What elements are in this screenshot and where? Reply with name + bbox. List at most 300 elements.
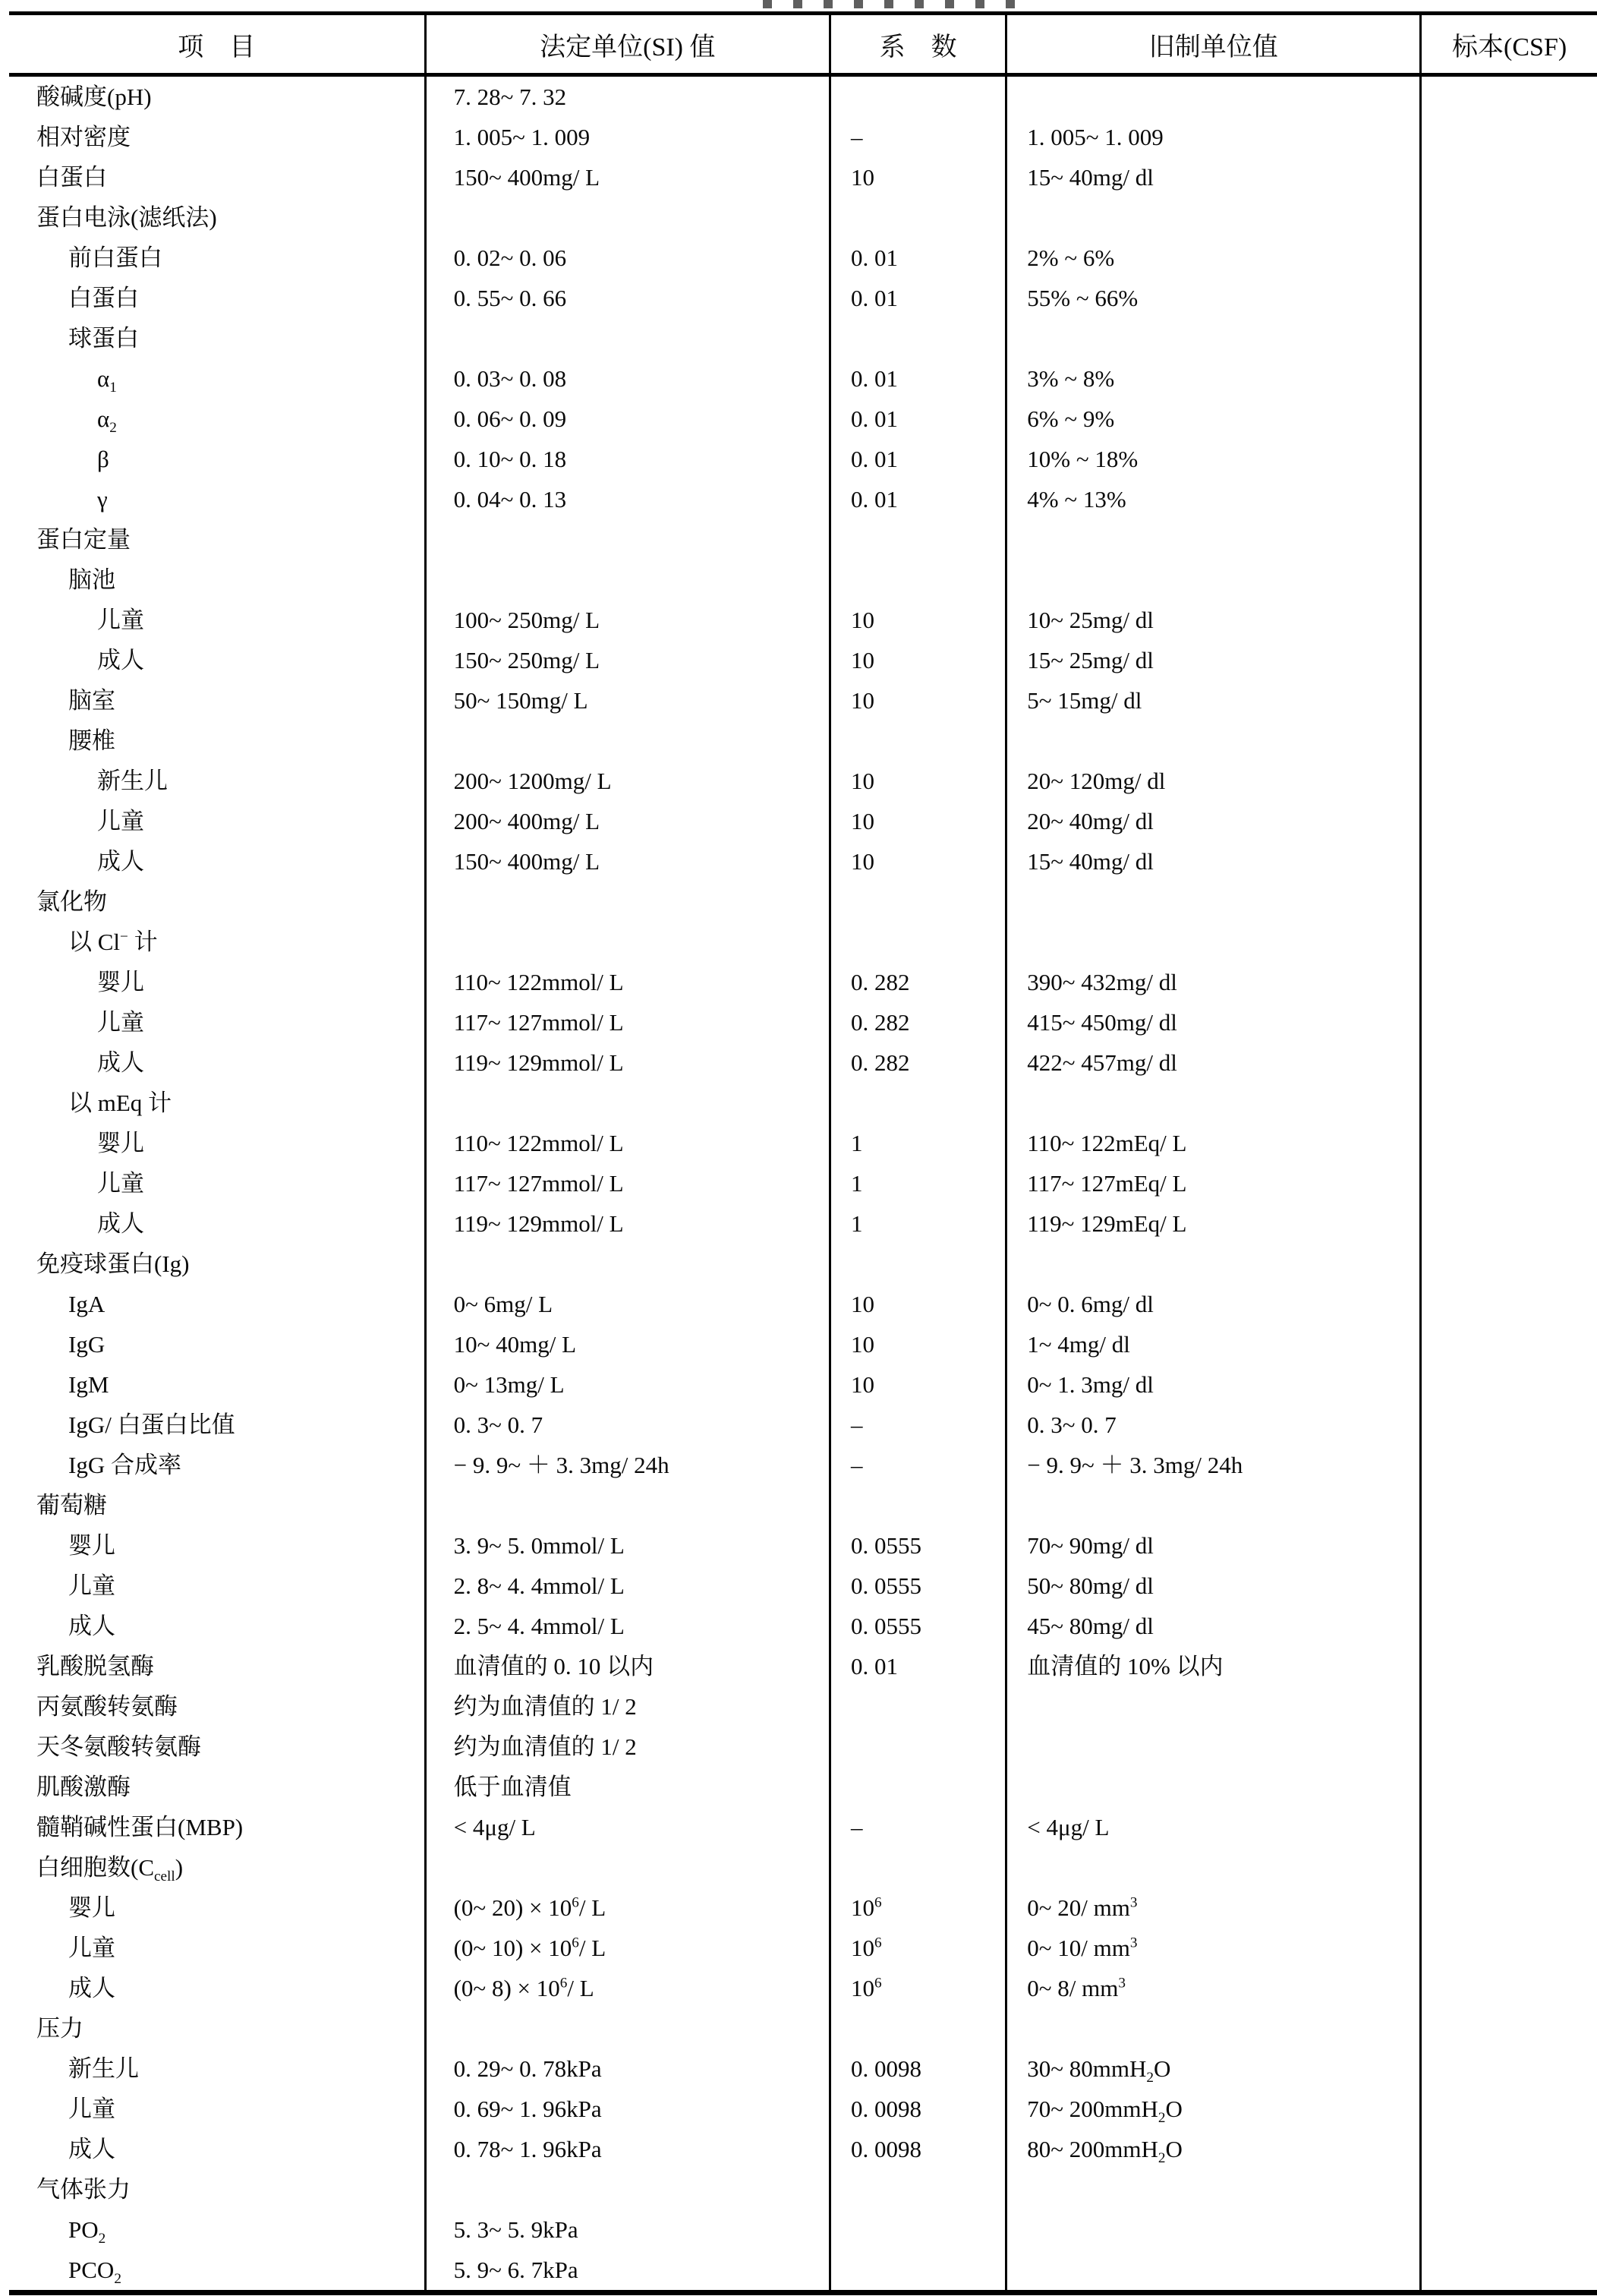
item-cell: $\alpha_2$: [97, 405, 117, 437]
table-row: [9, 962, 1597, 1002]
old-unit-value-cell: 30~ 80mmH$_2$O: [1006, 2048, 1421, 2089]
si-value-cell: 50~ 150mg/ L: [425, 680, 830, 721]
specimen-cell: [1421, 157, 1597, 197]
specimen-cell: [1421, 1083, 1597, 1123]
old-unit-value-cell: [1006, 1083, 1421, 1123]
old-unit-value-cell: [1006, 721, 1421, 761]
specimen-cell: [1421, 238, 1597, 278]
coefficient-cell: [830, 1083, 1006, 1123]
table-row: [9, 238, 1597, 278]
item-cell: $PCO_2$: [68, 2257, 121, 2288]
table-row: [9, 1123, 1597, 1163]
old-unit-value-cell: 0~ 1. 3mg/ dl: [1006, 1364, 1421, 1405]
coefficient-cell: [830, 1767, 1006, 1807]
old-unit-value-cell: [1006, 2169, 1421, 2209]
item-cell: 气体张力: [36, 2176, 131, 2203]
si-value-cell: 200~ 400mg/ L: [425, 801, 830, 841]
table-row: [9, 1686, 1597, 1727]
item-cell: 脑池: [68, 566, 115, 593]
si-value-cell: 低于血清值: [425, 1767, 830, 1807]
item-cell: 新生儿: [68, 2055, 139, 2082]
si-value-cell: 0. 02~ 0. 06: [425, 238, 830, 278]
coefficient-cell: 10: [830, 640, 1006, 680]
item-cell: 腰椎: [68, 727, 115, 754]
table-row: [9, 640, 1597, 680]
table-row: [9, 1042, 1597, 1083]
table-row: [9, 1968, 1597, 2008]
si-value-cell: [425, 721, 830, 761]
si-value-cell: [425, 560, 830, 600]
item-cell: 葡萄糖: [36, 1492, 107, 1519]
table-row: [9, 157, 1597, 197]
si-value-cell: 0. 69~ 1. 96kPa: [425, 2089, 830, 2129]
old-unit-value-cell: 15~ 40mg/ dl: [1006, 157, 1421, 197]
coefficient-cell: [830, 75, 1006, 118]
specimen-cell: [1421, 1646, 1597, 1686]
coefficient-cell: $10^6$: [830, 1928, 1006, 1968]
coefficient-cell: 0. 0098: [830, 2129, 1006, 2169]
item-cell: 以 mEq 计: [68, 1090, 172, 1116]
specimen-cell: [1421, 1324, 1597, 1364]
item-cell: 相对密度: [36, 124, 131, 150]
si-value-cell: 1. 005~ 1. 009: [425, 117, 830, 157]
old-unit-value-cell: [1006, 1847, 1421, 1888]
column-header-specimen-csf: 标本(CSF): [1421, 14, 1597, 75]
old-unit-value-cell: 50~ 80mg/ dl: [1006, 1566, 1421, 1606]
si-value-cell: < 4μg/ L: [425, 1807, 830, 1847]
specimen-cell: [1421, 1566, 1597, 1606]
coefficient-cell: 0. 282: [830, 962, 1006, 1002]
coefficient-cell: [830, 1244, 1006, 1284]
item-cell: 以 Cl− 计: [68, 929, 158, 955]
si-value-cell: [425, 519, 830, 560]
table-row: [9, 479, 1597, 519]
table-row: [9, 358, 1597, 399]
specimen-cell: [1421, 1727, 1597, 1767]
si-value-cell: 0. 04~ 0. 13: [425, 479, 830, 519]
table-row: [9, 600, 1597, 640]
table-row: [9, 2129, 1597, 2169]
item-cell: 成人: [68, 2136, 115, 2162]
old-unit-value-cell: 415~ 450mg/ dl: [1006, 1002, 1421, 1042]
si-value-cell: 0~ 13mg/ L: [425, 1364, 830, 1405]
csf-lab-values-table-wrap: [9, 11, 1597, 2295]
old-unit-value-cell: [1006, 560, 1421, 600]
old-unit-value-cell: [1006, 1767, 1421, 1807]
old-unit-value-cell: 117~ 127mEq/ L: [1006, 1163, 1421, 1203]
specimen-cell: [1421, 399, 1597, 439]
old-unit-value-cell: 3% ~ 8%: [1006, 358, 1421, 399]
old-unit-value-cell: 2% ~ 6%: [1006, 238, 1421, 278]
specimen-cell: [1421, 197, 1597, 238]
item-cell: 脑室: [68, 687, 115, 714]
old-unit-value-cell: 6% ~ 9%: [1006, 399, 1421, 439]
old-unit-value-cell: 15~ 40mg/ dl: [1006, 841, 1421, 882]
coefficient-cell: 0. 0098: [830, 2048, 1006, 2089]
table-row: [9, 1364, 1597, 1405]
specimen-cell: [1421, 922, 1597, 962]
table-row: [9, 1485, 1597, 1525]
specimen-cell: [1421, 1767, 1597, 1807]
si-value-cell: [425, 882, 830, 922]
si-value-cell: 110~ 122mmol/ L: [425, 962, 830, 1002]
specimen-cell: [1421, 1203, 1597, 1244]
old-unit-value-cell: [1006, 318, 1421, 358]
si-value-cell: [425, 1244, 830, 1284]
coefficient-cell: –: [830, 117, 1006, 157]
table-row: [9, 117, 1597, 157]
old-unit-value-cell: 1~ 4mg/ dl: [1006, 1324, 1421, 1364]
coefficient-cell: [830, 318, 1006, 358]
coefficient-cell: [830, 560, 1006, 600]
item-cell: 髓鞘碱性蛋白(MBP): [36, 1814, 244, 1840]
table-row: [9, 761, 1597, 801]
table-row: [9, 2048, 1597, 2089]
coefficient-cell: 1: [830, 1163, 1006, 1203]
table-row: [9, 1767, 1597, 1807]
coefficient-cell: –: [830, 1405, 1006, 1445]
item-cell: 成人: [68, 1613, 115, 1639]
si-value-cell: − 9. 9~ ＋ 3. 3mg/ 24h: [425, 1445, 830, 1485]
item-cell: 婴儿: [97, 969, 144, 995]
old-unit-value-cell: 5~ 15mg/ dl: [1006, 680, 1421, 721]
specimen-cell: [1421, 1284, 1597, 1324]
specimen-cell: [1421, 318, 1597, 358]
item-cell: 婴儿: [97, 1130, 144, 1156]
table-row: [9, 721, 1597, 761]
table-row: [9, 2250, 1597, 2293]
table-row: [9, 1002, 1597, 1042]
table-row: [9, 2089, 1597, 2129]
coefficient-cell: [830, 721, 1006, 761]
specimen-cell: [1421, 1888, 1597, 1928]
item-cell: $PO_2$: [68, 2216, 106, 2247]
table-row: [9, 1244, 1597, 1284]
si-value-cell: 100~ 250mg/ L: [425, 600, 830, 640]
si-value-cell: [425, 2169, 830, 2209]
table-row: [9, 1324, 1597, 1364]
coefficient-cell: [830, 2008, 1006, 2048]
old-unit-value-cell: [1006, 882, 1421, 922]
old-unit-value-cell: 15~ 25mg/ dl: [1006, 640, 1421, 680]
item-cell: 儿童: [97, 1170, 144, 1197]
item-cell: IgG: [68, 1331, 106, 1358]
si-value-cell: 0. 06~ 0. 09: [425, 399, 830, 439]
table-row: [9, 1083, 1597, 1123]
table-row: [9, 882, 1597, 922]
item-cell: 球蛋白: [68, 325, 139, 352]
specimen-cell: [1421, 1807, 1597, 1847]
item-cell: 肌酸激酶: [36, 1774, 131, 1800]
specimen-cell: [1421, 761, 1597, 801]
si-value-cell: 200~ 1200mg/ L: [425, 761, 830, 801]
si-value-cell: (0~ $8) \times 10^6/$ L: [425, 1968, 830, 2008]
coefficient-cell: 0. 0555: [830, 1525, 1006, 1566]
table-row: [9, 680, 1597, 721]
table-row: [9, 318, 1597, 358]
item-cell: 乳酸脱氢酶: [36, 1653, 154, 1679]
item-cell: γ: [97, 486, 108, 512]
si-value-cell: 150~ 250mg/ L: [425, 640, 830, 680]
old-unit-value-cell: [1006, 922, 1421, 962]
coefficient-cell: 10: [830, 680, 1006, 721]
old-unit-value-cell: [1006, 1244, 1421, 1284]
si-value-cell: [425, 2008, 830, 2048]
header-row: [9, 14, 1597, 75]
si-value-cell: 5. 9~ 6. 7kPa: [425, 2250, 830, 2293]
si-value-cell: 119~ 129mmol/ L: [425, 1203, 830, 1244]
table-row: [9, 2169, 1597, 2209]
si-value-cell: 117~ 127mmol/ L: [425, 1163, 830, 1203]
si-value-cell: 约为血清值的 1/ 2: [425, 1727, 830, 1767]
specimen-cell: [1421, 1163, 1597, 1203]
coefficient-cell: –: [830, 1445, 1006, 1485]
coefficient-cell: $10^6$: [830, 1968, 1006, 2008]
old-unit-value-cell: 422~ 457mg/ dl: [1006, 1042, 1421, 1083]
item-cell: 蛋白电泳(滤纸法): [36, 204, 217, 231]
table-row: [9, 922, 1597, 962]
specimen-cell: [1421, 801, 1597, 841]
specimen-cell: [1421, 117, 1597, 157]
table-row: [9, 801, 1597, 841]
specimen-cell: [1421, 278, 1597, 318]
table-row: [9, 197, 1597, 238]
old-unit-value-cell: 70~ 200mmH$_2$O: [1006, 2089, 1421, 2129]
specimen-cell: [1421, 1525, 1597, 1566]
old-unit-value-cell: [1006, 2209, 1421, 2250]
si-value-cell: [425, 922, 830, 962]
coefficient-cell: 1: [830, 1123, 1006, 1163]
si-value-cell: [425, 1083, 830, 1123]
old-unit-value-cell: [1006, 2008, 1421, 2048]
specimen-cell: [1421, 479, 1597, 519]
coefficient-cell: [830, 2169, 1006, 2209]
coefficient-cell: [830, 1847, 1006, 1888]
item-cell: IgA: [68, 1291, 106, 1317]
old-unit-value-cell: [1006, 1485, 1421, 1525]
coefficient-cell: 10: [830, 157, 1006, 197]
si-value-cell: (0~ $10) \times 10^6/$ L: [425, 1928, 830, 1968]
specimen-cell: [1421, 962, 1597, 1002]
coefficient-cell: 0. 01: [830, 238, 1006, 278]
si-value-cell: 5. 3~ 5. 9kPa: [425, 2209, 830, 2250]
si-value-cell: 0. 55~ 0. 66: [425, 278, 830, 318]
coefficient-cell: 0. 01: [830, 439, 1006, 479]
si-value-cell: 0. 3~ 0. 7: [425, 1405, 830, 1445]
item-cell: $\alpha_1$: [97, 365, 117, 396]
table-body: [9, 75, 1597, 2293]
csf-reference-table: [9, 11, 1597, 2295]
specimen-cell: [1421, 1968, 1597, 2008]
specimen-cell: [1421, 1405, 1597, 1445]
si-value-cell: 0. 78~ 1. 96kPa: [425, 2129, 830, 2169]
si-value-cell: 150~ 400mg/ L: [425, 841, 830, 882]
si-value-cell: 150~ 400mg/ L: [425, 157, 830, 197]
item-cell: 儿童: [97, 607, 144, 633]
specimen-cell: [1421, 2008, 1597, 2048]
table-row: [9, 1203, 1597, 1244]
old-unit-value-cell: 血清值的 10% 以内: [1006, 1646, 1421, 1686]
si-value-cell: 0. 29~ 0. 78kPa: [425, 2048, 830, 2089]
item-cell: 天冬氨酸转氨酶: [36, 1733, 201, 1760]
coefficient-cell: 0. 01: [830, 479, 1006, 519]
specimen-cell: [1421, 1485, 1597, 1525]
coefficient-cell: [830, 882, 1006, 922]
old-unit-value-cell: [1006, 1727, 1421, 1767]
item-cell: 儿童: [68, 1572, 115, 1599]
si-value-cell: 110~ 122mmol/ L: [425, 1123, 830, 1163]
item-cell: IgG 合成率: [68, 1452, 181, 1478]
specimen-cell: [1421, 1364, 1597, 1405]
si-value-cell: [425, 318, 830, 358]
item-cell: 成人: [68, 1975, 115, 2001]
specimen-cell: [1421, 1847, 1597, 1888]
coefficient-cell: 0. 01: [830, 358, 1006, 399]
coefficient-cell: [830, 2250, 1006, 2293]
specimen-cell: [1421, 1244, 1597, 1284]
table-row: [9, 278, 1597, 318]
coefficient-cell: 0. 0555: [830, 1606, 1006, 1646]
coefficient-cell: 0. 01: [830, 399, 1006, 439]
old-unit-value-cell: 110~ 122mEq/ L: [1006, 1123, 1421, 1163]
specimen-cell: [1421, 1042, 1597, 1083]
old-unit-value-cell: 10~ 25mg/ dl: [1006, 600, 1421, 640]
item-cell: 成人: [97, 647, 144, 673]
item-cell: 儿童: [68, 1935, 115, 1961]
old-unit-value-cell: [1006, 1686, 1421, 1727]
si-value-cell: 117~ 127mmol/ L: [425, 1002, 830, 1042]
specimen-cell: [1421, 721, 1597, 761]
item-cell: 丙氨酸转氨酶: [36, 1693, 178, 1720]
old-unit-value-cell: [1006, 197, 1421, 238]
si-value-cell: [425, 1847, 830, 1888]
item-cell: 白细胞数$(C_{cell})$: [36, 1854, 184, 1885]
table-row: [9, 1928, 1597, 1968]
table-row: [9, 1405, 1597, 1445]
specimen-cell: [1421, 841, 1597, 882]
old-unit-value-cell: 390~ 432mg/ dl: [1006, 962, 1421, 1002]
table-row: [9, 560, 1597, 600]
specimen-cell: [1421, 882, 1597, 922]
item-cell: 白蛋白: [68, 285, 139, 311]
old-unit-value-cell: 0. 3~ 0. 7: [1006, 1405, 1421, 1445]
si-value-cell: 119~ 129mmol/ L: [425, 1042, 830, 1083]
si-value-cell: 3. 9~ 5. 0mmol/ L: [425, 1525, 830, 1566]
coefficient-cell: 0. 01: [830, 1646, 1006, 1686]
coefficient-cell: 10: [830, 1364, 1006, 1405]
old-unit-value-cell: 0~ 10/ $mm^3$: [1006, 1928, 1421, 1968]
item-cell: β: [97, 446, 109, 472]
specimen-cell: [1421, 75, 1597, 118]
si-value-cell: 10~ 40mg/ L: [425, 1324, 830, 1364]
old-unit-value-cell: 0~ 0. 6mg/ dl: [1006, 1284, 1421, 1324]
old-unit-value-cell: 4% ~ 13%: [1006, 479, 1421, 519]
old-unit-value-cell: 0~ 8/ $mm^3$: [1006, 1968, 1421, 2008]
old-unit-value-cell: 119~ 129mEq/ L: [1006, 1203, 1421, 1244]
coefficient-cell: 10: [830, 761, 1006, 801]
table-row: [9, 1807, 1597, 1847]
coefficient-cell: [830, 2209, 1006, 2250]
table-row: [9, 1284, 1597, 1324]
table-row: [9, 1727, 1597, 1767]
specimen-cell: [1421, 1445, 1597, 1485]
si-value-cell: 7. 28~ 7. 32: [425, 75, 830, 118]
item-cell: IgM: [68, 1371, 109, 1398]
item-cell: 成人: [97, 1210, 144, 1237]
specimen-cell: [1421, 1002, 1597, 1042]
specimen-cell: [1421, 560, 1597, 600]
si-value-cell: 2. 5~ 4. 4mmol/ L: [425, 1606, 830, 1646]
coefficient-cell: 0. 282: [830, 1002, 1006, 1042]
old-unit-value-cell: 10% ~ 18%: [1006, 439, 1421, 479]
table-row: [9, 519, 1597, 560]
specimen-cell: [1421, 519, 1597, 560]
coefficient-cell: 0. 01: [830, 278, 1006, 318]
old-unit-value-cell: 80~ 200mmH$_2$O: [1006, 2129, 1421, 2169]
old-unit-value-cell: 45~ 80mg/ dl: [1006, 1606, 1421, 1646]
coefficient-cell: –: [830, 1807, 1006, 1847]
table-row: [9, 1445, 1597, 1485]
table-row: [9, 1566, 1597, 1606]
item-cell: 成人: [97, 848, 144, 875]
old-unit-value-cell: 55% ~ 66%: [1006, 278, 1421, 318]
old-unit-value-cell: − 9. 9~ ＋ 3. 3mg/ 24h: [1006, 1445, 1421, 1485]
table-row: [9, 1163, 1597, 1203]
column-header-old-unit-value: 旧制单位值: [1006, 14, 1421, 75]
old-unit-value-cell: 0~ 20/ $mm^3$: [1006, 1888, 1421, 1928]
coefficient-cell: [830, 197, 1006, 238]
item-cell: 成人: [97, 1049, 144, 1076]
old-unit-value-cell: [1006, 2250, 1421, 2293]
table-header: [9, 14, 1597, 75]
specimen-cell: [1421, 1123, 1597, 1163]
si-value-cell: 2. 8~ 4. 4mmol/ L: [425, 1566, 830, 1606]
specimen-cell: [1421, 439, 1597, 479]
specimen-cell: [1421, 680, 1597, 721]
table-row: [9, 1888, 1597, 1928]
item-cell: 婴儿: [68, 1532, 115, 1559]
item-cell: 压力: [36, 2015, 83, 2042]
item-cell: 儿童: [68, 2096, 115, 2122]
specimen-cell: [1421, 2048, 1597, 2089]
si-value-cell: 0. 10~ 0. 18: [425, 439, 830, 479]
specimen-cell: [1421, 2089, 1597, 2129]
coefficient-cell: 1: [830, 1203, 1006, 1244]
coefficient-cell: 0. 0555: [830, 1566, 1006, 1606]
specimen-cell: [1421, 600, 1597, 640]
specimen-cell: [1421, 1686, 1597, 1727]
old-unit-value-cell: < 4μg/ L: [1006, 1807, 1421, 1847]
coefficient-cell: 10: [830, 600, 1006, 640]
old-unit-value-cell: [1006, 519, 1421, 560]
table-row: [9, 2209, 1597, 2250]
column-header-coefficient: 系 数: [830, 14, 1006, 75]
si-value-cell: [425, 1485, 830, 1525]
table-row: [9, 1847, 1597, 1888]
table-row: [9, 399, 1597, 439]
item-cell: 婴儿: [68, 1894, 115, 1921]
coefficient-cell: 10: [830, 841, 1006, 882]
column-header-item: 项 目: [9, 14, 425, 75]
table-row: [9, 1646, 1597, 1686]
si-value-cell: 血清值的 0. 10 以内: [425, 1646, 830, 1686]
old-unit-value-cell: [1006, 75, 1421, 118]
si-value-cell: (0~ $20) \times 10^6/$ L: [425, 1888, 830, 1928]
item-cell: 酸碱度(pH): [36, 84, 152, 110]
table-row: [9, 841, 1597, 882]
coefficient-cell: [830, 922, 1006, 962]
item-cell: 蛋白定量: [36, 526, 131, 553]
